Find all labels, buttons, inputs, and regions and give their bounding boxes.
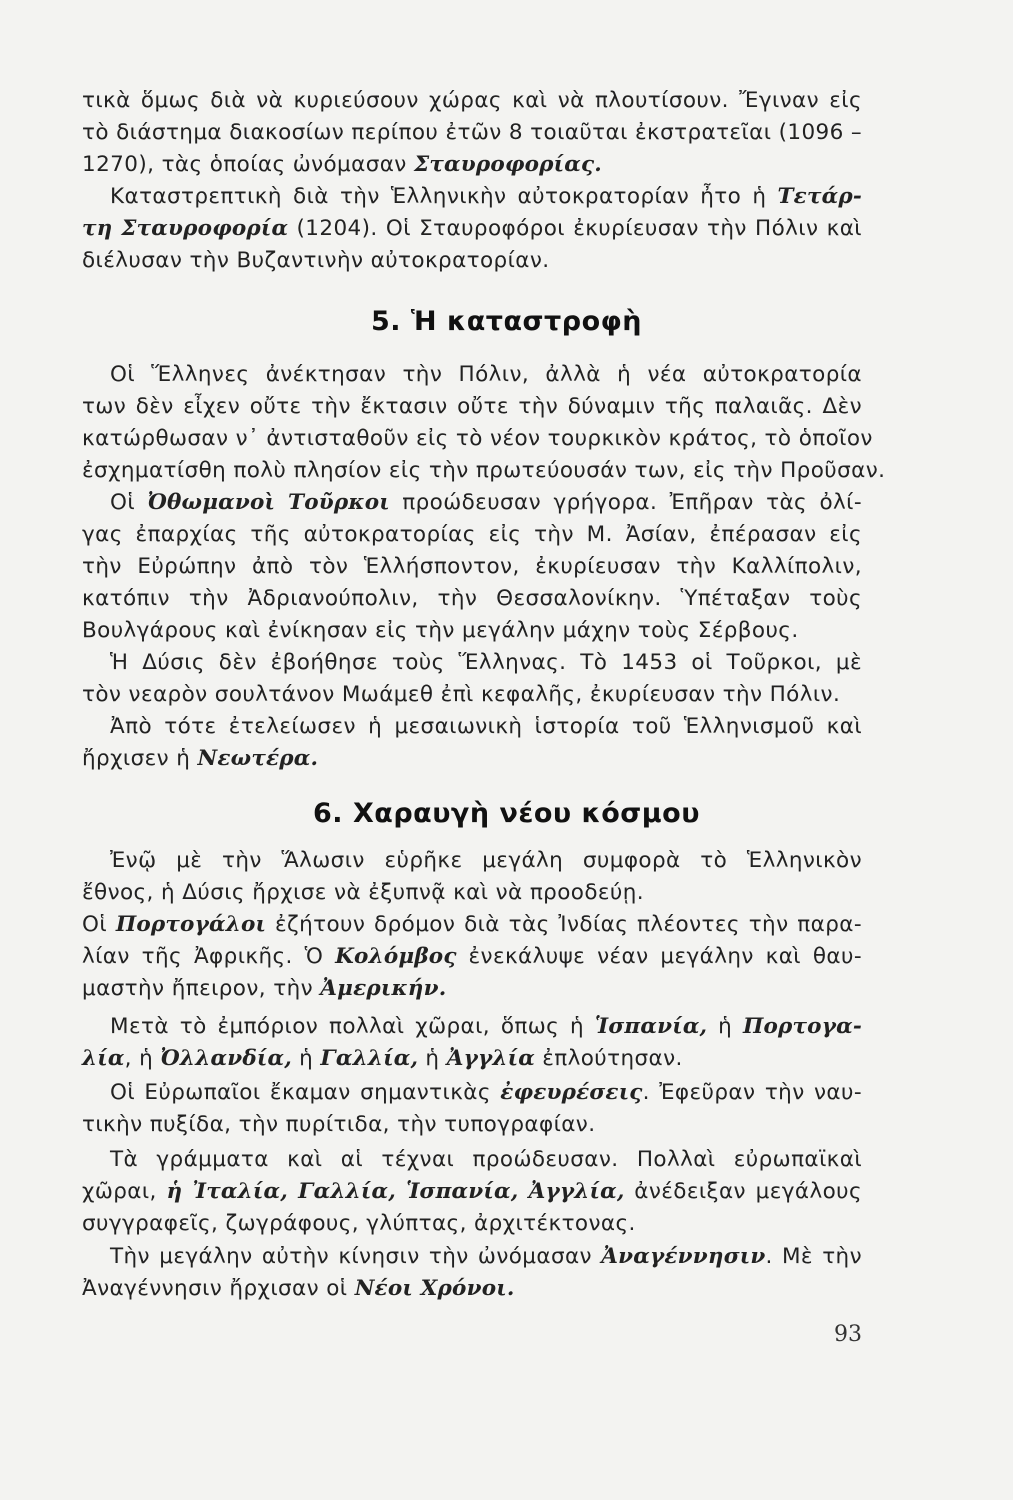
text-span: Ἡ Δύσις δὲν ἐβοήθησε τοὺς Ἕλληνας. Τὸ 1453 οἱ Τοῦρκοι, μὲ <box>110 650 862 675</box>
emphasis-term: Ἀγγλία <box>446 1046 535 1071</box>
text-line <box>82 118 862 148</box>
text-line <box>82 584 862 614</box>
text-line <box>82 456 886 486</box>
text-span: 1270), τὰς ὁποίας ὠνόμασαν <box>82 152 414 177</box>
text-span: διέλυσαν τὴν Βυζαντινὴν αὐτοκρατορίαν. <box>82 248 550 273</box>
text-span: . Ἐφεῦραν τὴν ναυ- <box>642 1080 862 1105</box>
text-span: ἔθνος, ἡ Δύσις ἤρχισε νὰ ἐξυπνᾷ καὶ νὰ προοδεύῃ. <box>82 880 645 905</box>
text-span: μαστὴν ἤπειρον, τὴν <box>82 976 321 1001</box>
page-number: 93 <box>834 1322 862 1347</box>
text-line <box>110 1145 862 1175</box>
text-span: τικὴν πυξίδα, τὴν πυρίτιδα, τὴν τυπογραφίαν. <box>82 1112 596 1137</box>
emphasis-term: Κολόμβος <box>335 944 457 969</box>
emphasis-term: Πορτογα- <box>742 1014 862 1039</box>
text-span: Τὰ γράμματα καὶ αἱ τέχναι προώδευσαν. Πολλαὶ εὐρωπαϊκαὶ <box>110 1147 862 1172</box>
text-span: ἐπλούτησαν. <box>535 1046 683 1071</box>
emphasis-term: Νεωτέρα. <box>197 746 319 771</box>
text-span: τὴν Εὐρώπην ἀπὸ τὸν Ἑλλήσποντον, ἐκυρίευσαν τὴν Καλλίπολιν, <box>82 554 862 579</box>
text-line <box>82 680 862 710</box>
text-span: Οἱ Εὐρωπαῖοι ἔκαμαν σημαντικὰς <box>110 1080 501 1105</box>
text-span: Οἱ <box>110 490 148 515</box>
text-span: προώδευσαν γρήγορα. Ἐπῆραν τὰς ὀλί- <box>389 490 862 515</box>
text-line <box>82 520 862 550</box>
text-line <box>82 86 862 116</box>
text-line <box>110 1078 862 1108</box>
text-span: ἐσχηματίσθη πολὺ πλησίον εἰς τὴν πρωτεύουσάν των, εἰς τὴν Προῦσαν. <box>82 458 886 483</box>
text-line <box>82 878 862 908</box>
emphasis-term: Γαλλία, <box>320 1046 419 1071</box>
text-line <box>82 974 862 1004</box>
text-span: ἤρχισεν ἡ <box>82 746 198 771</box>
text-span: των δὲν εἶχεν οὔτε τὴν ἔκτασιν οὔτε τὴν δύναμιν τῆς παλαιᾶς. Δὲν <box>82 394 862 419</box>
emphasis-term: Νέοι Χρόνοι. <box>354 1276 515 1301</box>
text-line <box>82 1274 862 1304</box>
text-line <box>82 1110 862 1140</box>
emphasis-term: λία <box>82 1046 125 1071</box>
emphasis-term: Ὀθωμανοὶ Τοῦρκοι <box>147 490 390 515</box>
text-span: Ἐνῷ μὲ τὴν Ἅλωσιν εὑρῆκε μεγάλη συμφορὰ τὸ Ἑλληνικὸν <box>110 848 862 873</box>
emphasis-term: ἡ Ἰταλία, Γαλλία, Ἱσπανία, Ἀγγλία, <box>166 1179 625 1204</box>
text-line <box>82 1177 862 1207</box>
text-line <box>82 392 862 422</box>
text-span: . Μὲ τὴν <box>765 1244 862 1269</box>
section-heading: 5. Ἡ καταστροφὴ <box>370 306 642 337</box>
text-span: γας ἐπαρχίας τῆς αὐτοκρατορίας εἰς τὴν Μ. Ἀσίαν, ἐπέρασαν εἰς <box>82 522 862 547</box>
emphasis-term: Σταυροφορίας. <box>413 152 602 177</box>
emphasis-term: Πορτογάλοι <box>115 912 267 937</box>
text-line <box>82 1209 862 1239</box>
text-line <box>110 1242 862 1272</box>
text-span: λίαν τῆς Ἀφρικῆς. Ὁ <box>82 944 336 969</box>
text-span: , ἡ <box>124 1046 161 1071</box>
text-span: ἐζήτουν δρόμον διὰ τὰς Ἰνδίας πλέοντες τὴν παρα- <box>266 912 862 937</box>
text-line <box>82 616 862 646</box>
text-span: ἀνέδειξαν μεγάλους <box>624 1179 862 1204</box>
text-span: Ἀναγέννησιν ἤρχισαν οἱ <box>82 1276 355 1301</box>
text-span: Βουλγάρους καὶ ἐνίκησαν εἰς τὴν μεγάλην μάχην τοὺς Σέρβους. <box>82 618 799 643</box>
text-line <box>82 214 862 244</box>
emphasis-term: Ἀμερικήν. <box>320 976 447 1001</box>
text-line <box>110 360 862 390</box>
text-span: τὸν νεαρὸν σουλτάνον Μωάμεθ ἐπὶ κεφαλῆς, ἐκυρίευσαν τὴν Πόλιν. <box>82 682 841 707</box>
text-line <box>82 1044 862 1074</box>
emphasis-term: τη Σταυροφορία <box>82 216 289 241</box>
text-line <box>110 648 862 678</box>
text-line <box>82 552 862 582</box>
text-span: Οἱ Ἕλληνες ἀνέκτησαν τὴν Πόλιν, ἀλλὰ ἡ νέα αὐτοκρατορία <box>110 362 862 387</box>
text-span: τὸ διάστημα διακοσίων περίπου ἐτῶν 8 τοιαῦται ἐκστρατεῖαι (1096 – <box>82 120 863 145</box>
text-line <box>110 712 862 742</box>
text-span: Ἀπὸ τότε ἐτελείωσεν ἡ μεσαιωνικὴ ἱστορία τοῦ Ἑλληνισμοῦ καὶ <box>110 714 862 739</box>
text-span: Οἱ <box>82 912 116 937</box>
emphasis-term: ἐφευρέσεις <box>500 1080 643 1105</box>
text-span: χῶραι, <box>82 1179 167 1204</box>
text-span: ἡ <box>707 1014 743 1039</box>
text-line <box>82 744 862 774</box>
text-span: (1204). Οἱ Σταυροφόροι ἐκυρίευσαν τὴν Πόλιν καὶ <box>288 216 862 241</box>
text-span: ἡ <box>418 1046 447 1071</box>
text-span: τικὰ ὅμως διὰ νὰ κυριεύσουν χώρας καὶ νὰ πλουτίσουν. Ἔγιναν εἰς <box>82 88 862 113</box>
text-line <box>110 488 862 518</box>
emphasis-term: Ἀναγέννησιν <box>601 1244 766 1269</box>
text-span: ἐνεκάλυψε νέαν μεγάλην καὶ θαυ- <box>456 944 862 969</box>
text-line <box>82 150 862 180</box>
text-line <box>110 182 862 212</box>
text-span: κατόπιν τὴν Ἀδριανούπολιν, τὴν Θεσσαλονίκην. Ὑπέταξαν τοὺς <box>82 586 862 611</box>
text-span: Καταστρεπτικὴ διὰ τὴν Ἑλληνικὴν αὐτοκρατορίαν ἦτο ἡ <box>110 184 778 209</box>
text-span: ἡ <box>291 1046 321 1071</box>
section-heading: 6. Χαραυγὴ νέου κόσμου <box>313 798 700 829</box>
emphasis-term: Ὀλλανδία, <box>160 1046 292 1071</box>
text-line <box>82 246 862 276</box>
emphasis-term: Τετάρ- <box>777 184 862 209</box>
text-span: συγγραφεῖς, ζωγράφους, γλύπτας, ἀρχιτέκτονας. <box>82 1211 636 1236</box>
text-span: κατώρθωσαν ν᾽ ἀντισταθοῦν εἰς τὸ νέον τουρκικὸν κράτος, τὸ ὁποῖον <box>82 426 873 451</box>
emphasis-term: Ἱσπανία, <box>594 1014 708 1039</box>
text-line <box>82 942 862 972</box>
text-span: Τὴν μεγάλην αὐτὴν κίνησιν τὴν ὠνόμασαν <box>110 1244 602 1269</box>
text-line <box>110 1012 862 1042</box>
text-line <box>110 846 862 876</box>
text-line <box>82 910 862 940</box>
text-span: Μετὰ τὸ ἐμπόριον πολλαὶ χῶραι, ὅπως ἡ <box>110 1014 595 1039</box>
text-line <box>82 424 873 454</box>
